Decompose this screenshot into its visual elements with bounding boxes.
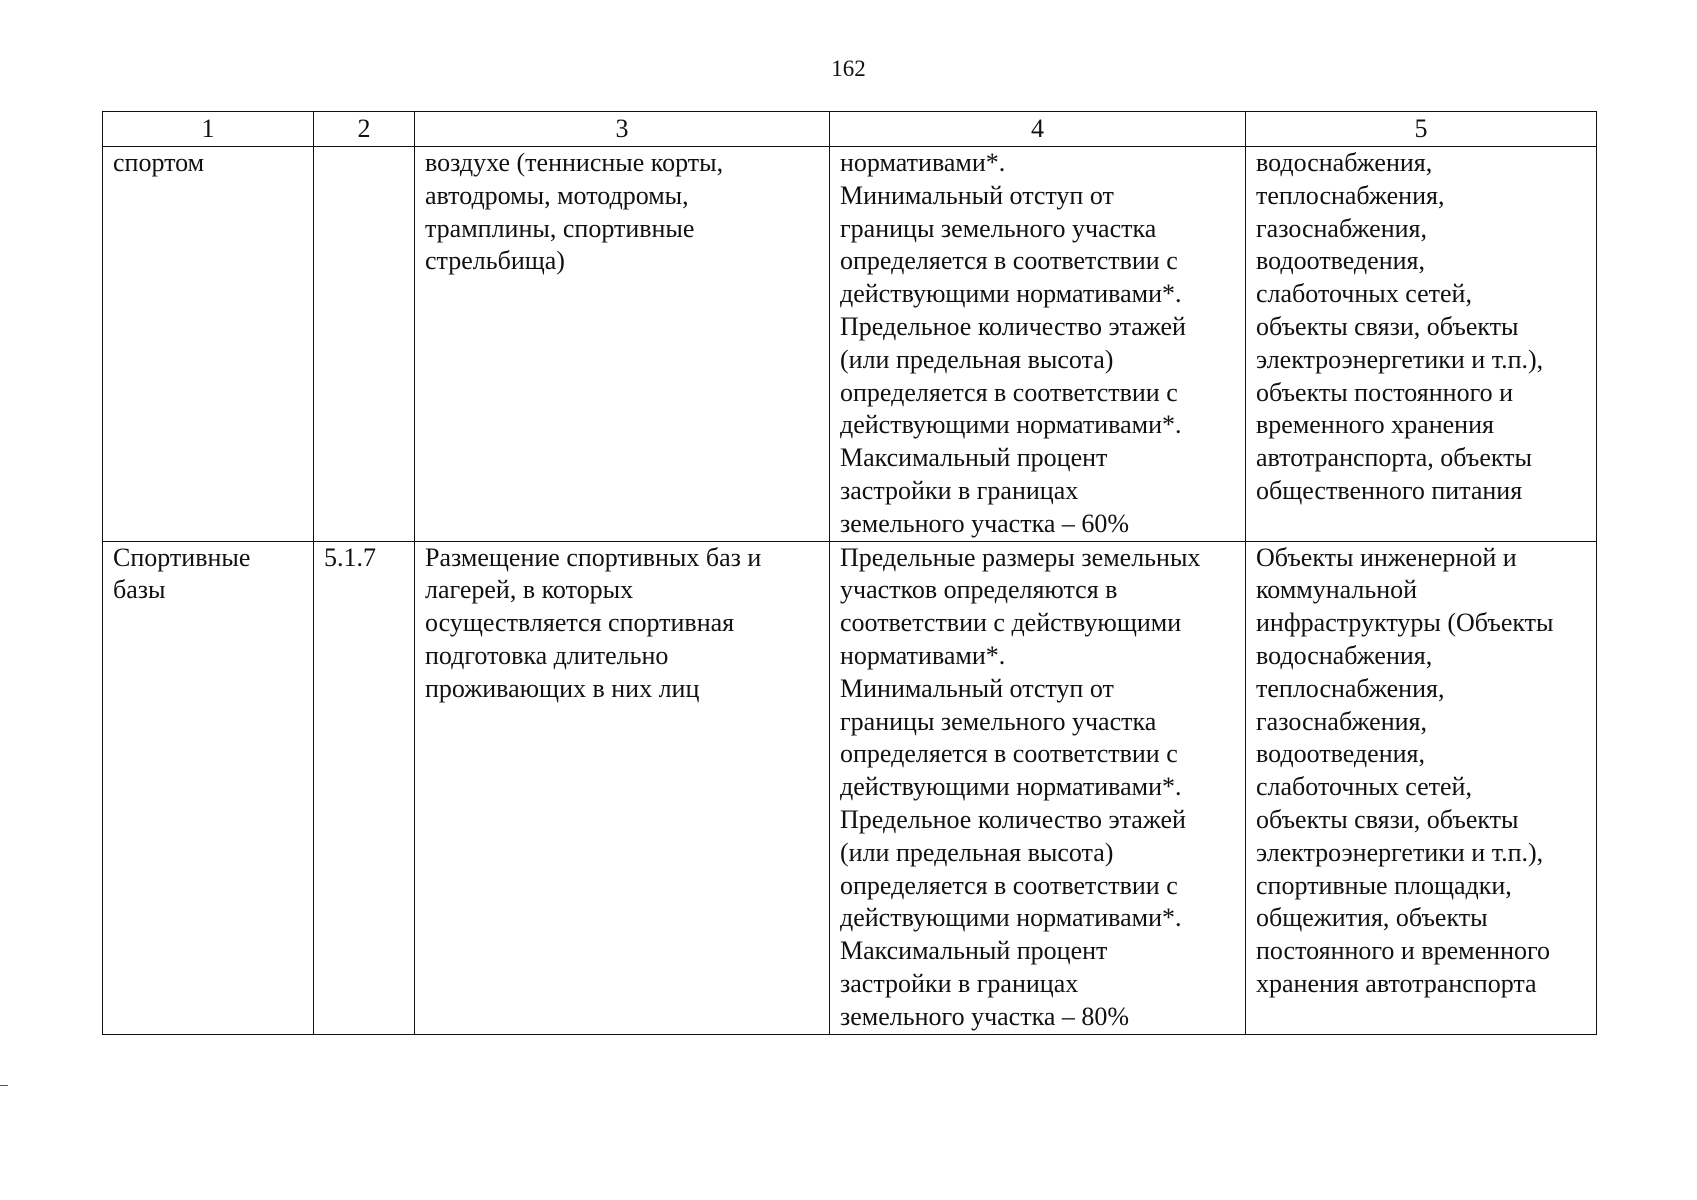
use-type-code <box>314 541 415 1034</box>
use-type-parameters <box>830 147 1246 542</box>
use-type-auxiliary-text: водоснабжения, теплоснабжения, газоснабжения, водоотведения, слаботочных сетей, объекты связи, объекты электроэнергетики и т.п.), объекты постоянного и временного хранения автотранспорта, объекты общественного питания <box>1256 148 1544 505</box>
use-type-description-text: воздухе (теннисные корты, автодромы, мотодромы, трамплины, спортивные стрельбища) <box>425 148 724 276</box>
column-header-1: 1 <box>103 112 314 147</box>
use-type-parameters-text: нормативами*. Минимальный отступ от границы земельного участка определяется в соответствии с действующими нормативами*. Предельное количество этажей (или предельная высота) определяется в соответствии с действующими нормативами*. Максимальный процент застройки в границах земельного участка – 60% <box>840 148 1186 538</box>
use-type-description <box>415 541 830 1034</box>
use-type-description-text: Размещение спортивных баз и лагерей, в которых осуществляется спортивная подготовка длительно проживающих в них лиц <box>425 542 762 703</box>
use-type-parameters <box>830 541 1246 1034</box>
use-type-auxiliary <box>1246 541 1597 1034</box>
page-number: 162 <box>831 56 866 81</box>
column-header-3: 3 <box>415 112 830 147</box>
table-row <box>103 541 1597 1034</box>
land-use-table <box>102 111 1597 1035</box>
table-header-row <box>103 112 1597 147</box>
use-type-name <box>103 147 314 542</box>
use-type-auxiliary <box>1246 147 1597 542</box>
scan-margin-mark <box>0 1085 8 1086</box>
use-type-code <box>314 147 415 542</box>
table-row <box>103 147 1597 542</box>
use-type-description <box>415 147 830 542</box>
use-type-name-text: Спортивные базы <box>113 542 251 605</box>
column-header-4: 4 <box>830 112 1246 147</box>
use-type-auxiliary-text: Объекты инженерной и коммунальной инфраструктуры (Объекты водоснабжения, теплоснабжения, газоснабжения, водоотведения, слаботочных сетей, объекты связи, объекты электроэнергетики и т.п.), спортивные площадки, общежития, объекты постоянного и временного хранения автотранспорта <box>1256 542 1554 998</box>
use-type-parameters-text: Предельные размеры земельных участков определяются в соответствии с действующими нормативами*. Минимальный отступ от границы земельного участка определяется в соответствии с действующими нормативами*. Предельное количество этажей (или предельная высота) определяется в соответствии с действующими нормативами*. Максимальный процент застройки в границах земельного участка – 80% <box>840 542 1201 1031</box>
use-type-name-text: спортом <box>113 148 205 177</box>
column-header-2: 2 <box>314 112 415 147</box>
use-type-name <box>103 541 314 1034</box>
column-header-5: 5 <box>1246 112 1597 147</box>
use-type-code-text: 5.1.7 <box>324 542 376 572</box>
